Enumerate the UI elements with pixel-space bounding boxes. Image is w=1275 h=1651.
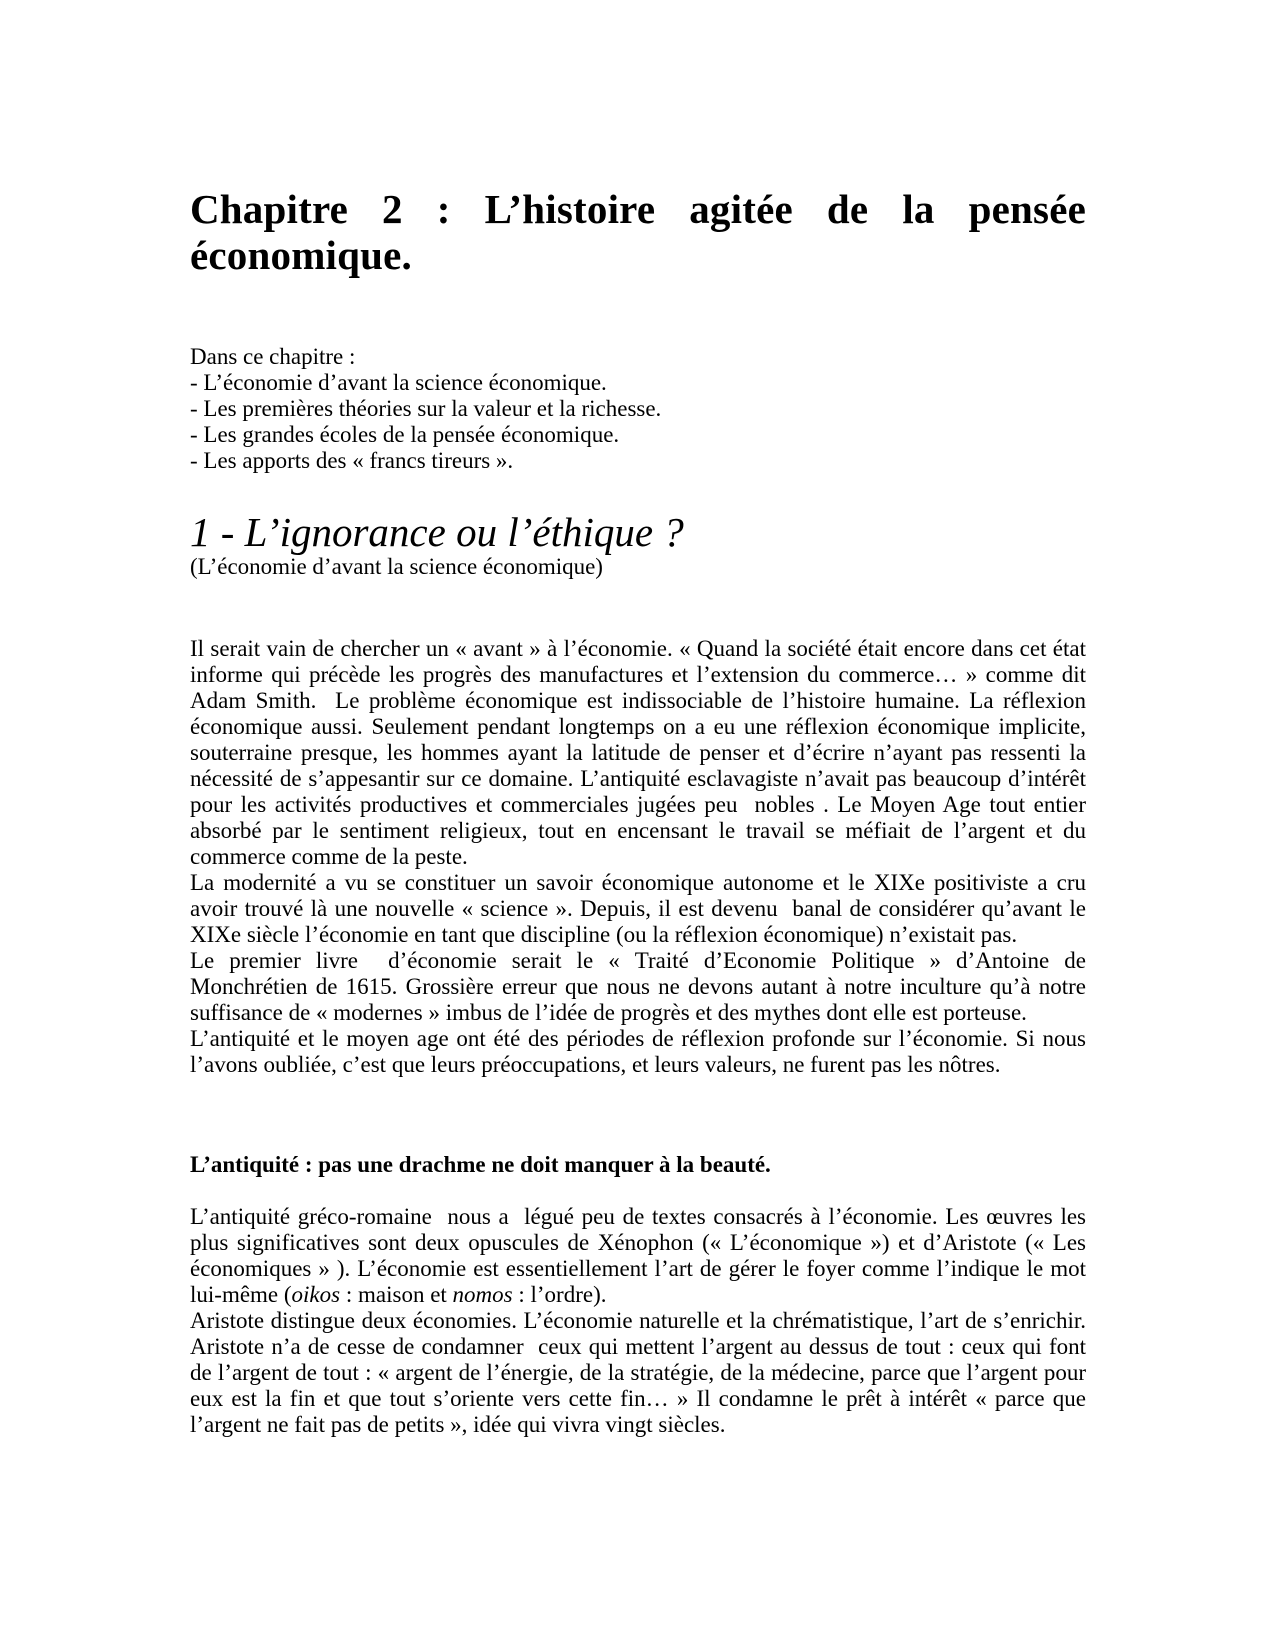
outline-lead: Dans ce chapitre : [190, 344, 356, 369]
outline-item-2: - Les premières théories sur la valeur et la richesse. [190, 396, 662, 421]
section1-paragraph-1: Il serait vain de chercher un « avant » à l’économie. « Quand la société était encore dans cet état informe qui précède les progrès des manufactures et l’extension du commerce… » comme dit Adam Smith. Le problème économique est indissociable de l’histoire humaine. La réflexion économique aussi. Seulement pendant longtemps on a eu une réflexion économique implicite, souterraine presque, les hommes ayant la latitude de penser et d’écrire n’ayant pas ressenti la nécessité de s’appesantir sur ce domaine. L’antiquité esclavagiste n’avait pas beaucoup d’intérêt pour les activités productives et commerciales jugées peu nobles . Le Moyen Age tout entier absorbé par le sentiment religieux, tout en encensant le travail se méfiait de l’argent et du commerce comme de la peste. [190, 636, 1092, 869]
section1-subheading: (L’économie d’avant la science économique) [190, 554, 603, 579]
paragraph-text-run: : maison et [340, 1282, 453, 1307]
section1-paragraph-4: L’antiquité et le moyen age ont été des périodes de réflexion profonde sur l’économie. Si nous l’avons oubliée, c’est que leurs préoccupations, et leurs valeurs, ne furent pas les nôtres. [190, 1026, 1092, 1077]
section2-heading: L’antiquité : pas une drachme ne doit manquer à la beauté. [190, 1152, 771, 1177]
page-content [190, 0, 1092, 1438]
section1-paragraph-3: Le premier livre d’économie serait le « Traité d’Economie Politique » d’Antoine de Monchrétien de 1615. Grossière erreur que nous ne devons autant à notre inculture qu’à notre suffisance de « modernes » imbus de l’idée de progrès et des mythes dont elle est porteuse. [190, 948, 1092, 1025]
outline-item-1: - L’économie d’avant la science économique. [190, 370, 607, 395]
section2-paragraph-2: Aristote distingue deux économies. L’économie naturelle et la chrématistique, l’art de s’enrichir. Aristote n’a de cesse de condamner ceux qui mettent l’argent au dessus de tout : ceux qui font de l’argent de tout : « argent de l’énergie, de la stratégie, de la médecine, parce que l’argent pour eux est la fin et que tout s’oriente vers cette fin… » Il condamne le prêt à intérêt « parce que l’argent ne fait pas de petits », idée qui vivra vingt siècles. [190, 1308, 1092, 1437]
term-oikos: oikos [291, 1282, 341, 1307]
chapter-title-line-1: Chapitre 2 : L’histoire agitée de la pensée [190, 186, 1086, 232]
paragraph-text-run: : l’ordre). [512, 1282, 607, 1307]
section1-paragraph-2: La modernité a vu se constituer un savoir économique autonome et le XIXe positiviste a cru avoir trouvé là une nouvelle « science ». Depuis, il est devenu banal de considérer qu’avant le XIXe siècle l’économie en tant que discipline (ou la réflexion économique) n’existait pas. [190, 870, 1092, 947]
chapter-title [190, 186, 1086, 278]
outline-item-3: - Les grandes écoles de la pensée économique. [190, 422, 620, 447]
section2-paragraph-1 [190, 1204, 1092, 1308]
outline-item-4: - Les apports des « francs tireurs ». [190, 448, 514, 473]
chapter-outline [190, 344, 1086, 474]
term-nomos: nomos [452, 1282, 513, 1307]
paragraph-text-run: L’antiquité gréco-romaine nous a légué peu de textes consacrés à l’économie. Les œuvres les plus significatives sont deux opuscules de Xénophon (« L’économique ») et d’Aristote (« Les économiques » ). L’économie est essentiellement l’art de gérer le foyer comme l’indique le mot lui-même ( [190, 1204, 1092, 1307]
section1-heading: 1 - L’ignorance ou l’éthique ? [190, 509, 684, 555]
chapter-title-line-2: économique. [190, 232, 412, 278]
